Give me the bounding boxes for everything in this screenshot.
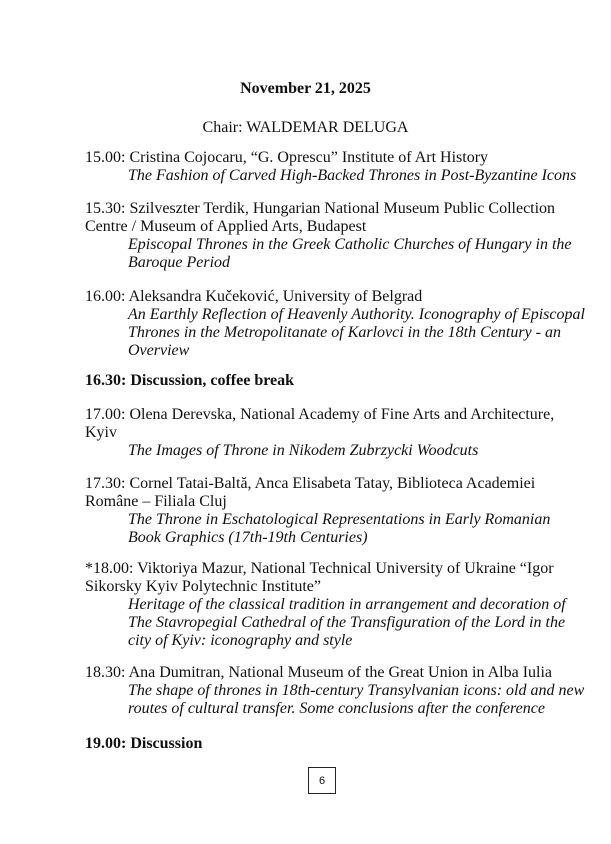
speaker-line: 18.30: Ana Dumitran, National Museum of the Great Union in Alba Iulia — [85, 664, 553, 681]
schedule-entry — [85, 406, 585, 460]
final-discussion: 19.00: Discussion — [85, 735, 203, 752]
page-number: 6 — [308, 767, 336, 794]
speaker-line: 16.00: Aleksandra Kučeković, University of Belgrad — [85, 288, 423, 305]
coffee-break: 16.30: Discussion, coffee break — [85, 372, 295, 389]
schedule-entry — [85, 200, 585, 272]
talk-title: The shape of thrones in 18th-century Transylvanian icons: old and new routes of cultural transfer. Some conclusions after the conference — [128, 682, 585, 717]
talk-title: The Fashion of Carved High-Backed Thrones in Post-Byzantine Icons — [128, 167, 577, 184]
session-chair: Chair: WALDEMAR DELUGA — [202, 119, 409, 136]
speaker-line: 17.00: Olena Derevska, National Academy of Fine Arts and Architecture, Kyiv — [85, 406, 555, 441]
talk-title: The Throne in Eschatological Representations in Early Romanian Book Graphics (17th-19th Centuries) — [128, 511, 551, 546]
speaker-line: *18.00: Viktoriya Mazur, National Technical University of Ukraine “Igor Sikorsky Kyiv Polytechnic Institute” — [85, 560, 554, 595]
speaker-line: 15.30: Szilveszter Terdik, Hungarian National Museum Public Collection Centre / Museum of Applied Arts, Budapest — [85, 200, 556, 235]
schedule-entry — [85, 288, 585, 360]
speaker-line: 15.00: Cristina Cojocaru, “G. Oprescu” Institute of Art History — [85, 149, 489, 166]
talk-title: Heritage of the classical tradition in arrangement and decoration of The Stavropegial Cathedral of the Transfiguration of the Lord in the city of Kyiv: iconography and style — [128, 596, 566, 649]
schedule-entry — [85, 664, 585, 718]
speaker-line: 17.30: Cornel Tatai-Baltă, Anca Elisabeta Tatay, Biblioteca Academiei Române – Filiala Cluj — [85, 475, 536, 510]
talk-title: Episcopal Thrones in the Greek Catholic Churches of Hungary in the Baroque Period — [128, 236, 572, 271]
session-date: November 21, 2025 — [240, 80, 371, 97]
schedule-entry — [85, 475, 585, 547]
schedule-entry — [85, 149, 585, 185]
talk-title: The Images of Throne in Nikodem Zubrzycki Woodcuts — [128, 442, 479, 459]
schedule-entry — [85, 560, 585, 650]
talk-title: An Earthly Reflection of Heavenly Authority. Iconography of Episcopal Thrones in the Metropolitanate of Karlovci in the 18th Century - an Overview — [128, 306, 585, 359]
